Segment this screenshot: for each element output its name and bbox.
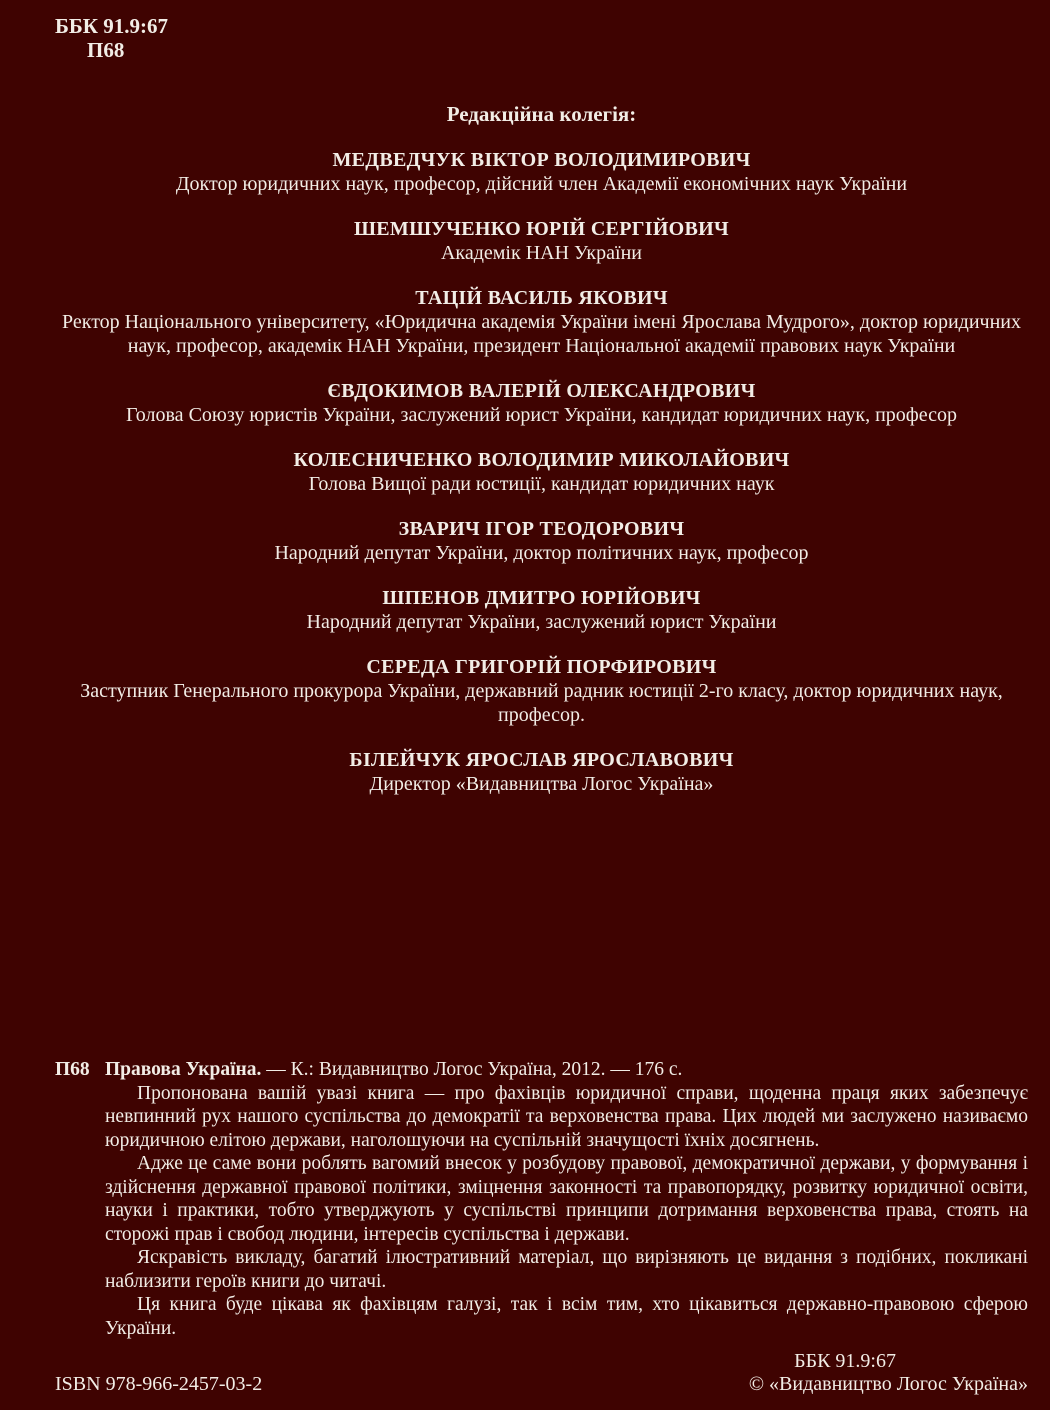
annotation-paragraph: Ця книга буде цікава як фахівцям галузі, так і всім тим, хто цікавиться державно-правовою сферою України. [105, 1294, 1028, 1339]
annotation-paragraph: Пропонована вашій увазі книга — про фахівців юридичної справи, щоденна праця яких забезпечує невпинний рух нашого суспільства до демократії та верховенства права. Цих людей ми заслужено називаємо юридичною елітою держави, наголошуючи на суспільній значущості їхніх досягнень. [105, 1082, 1028, 1151]
editor-role: Заступник Генерального прокурора України, державний радник юстиції 2-го класу, доктор юридичних наук, професор. [80, 680, 1003, 726]
editor-name: КОЛЕСНИЧЕНКО ВОЛОДИМИР МИКОЛАЙОВИЧ [293, 449, 790, 471]
editor-role: Директор «Видавництва Логос Україна» [369, 773, 714, 795]
author-sign-code: П68 [87, 38, 125, 62]
editor-name: ШЕМШУЧЕНКО ЮРІЙ СЕРГІЙОВИЧ [353, 218, 730, 240]
editor-entry [55, 379, 1028, 427]
editor-name: ТАЦІЙ ВАСИЛЬ ЯКОВИЧ [415, 287, 668, 309]
editor-entry [55, 517, 1028, 565]
classification-codes [55, 14, 1028, 62]
imprint-footer [55, 1373, 1028, 1396]
annotation-paragraph: Яскравість викладу, багатий ілюстративний матеріал, що вирізняють це видання з подібних, покликані наблизити героїв книги до читачі. [105, 1247, 1028, 1292]
catalog-entry-line [55, 1058, 1028, 1082]
editor-name: ЗВАРИЧ ІГОР ТЕОДОРОВИЧ [398, 518, 685, 540]
bbk-code-top: ББК 91.9:67 [55, 14, 168, 38]
editor-role: Доктор юридичних наук, професор, дійсний член Академії економічних наук України [175, 173, 908, 195]
editor-name: МЕДВЕДЧУК ВІКТОР ВОЛОДИМИРОВИЧ [332, 149, 751, 171]
editor-entry [55, 655, 1028, 727]
bbk-code-bottom: ББК 91.9:67 [794, 1350, 896, 1372]
editor-name: ЄВДОКИМОВ ВАЛЕРІЙ ОЛЕКСАНДРОВИЧ [327, 380, 756, 402]
annotation-paragraph: Адже це саме вони роблять вагомий внесок у розбудову правової, демократичної держави, у формування і здійснення державної правової політики, зміцнення законності та правопорядку, розвитку юридичної освіти, науки і практики, тобто утверджують у суспільстві принципи дотримання верховенства права, стоять на сторожі прав і свобод людини, інтересів суспільства і держави. [105, 1153, 1028, 1245]
editor-name: ШПЕНОВ ДМИТРО ЮРІЙОВИЧ [382, 587, 701, 609]
isbn-number: ISBN 978-966-2457-03-2 [55, 1373, 263, 1395]
editor-role: Ректор Національного університету, «Юридична академія України імені Ярослава Мудрого», доктор юридичних наук, професор, академік НАН України, президент Національної академії правових наук України [62, 311, 1021, 357]
editor-role: Голова Союзу юристів України, заслужений юрист України, кандидат юридичних наук, професор [125, 404, 958, 426]
editor-entry [55, 586, 1028, 634]
book-title: Правова Україна. [105, 1059, 262, 1080]
editor-role: Голова Вищої ради юстиції, кандидат юридичних наук [308, 473, 775, 495]
editor-entry [55, 286, 1028, 358]
editor-entry [55, 448, 1028, 496]
editor-role: Академік НАН України [440, 242, 642, 264]
editor-entry [55, 148, 1028, 196]
publisher-copyright: © «Видавництво Логос Україна» [748, 1373, 1028, 1395]
editor-entry [55, 217, 1028, 265]
editor-entry [55, 748, 1028, 796]
editor-name: БІЛЕЙЧУК ЯРОСЛАВ ЯРОСЛАВОВИЧ [349, 749, 734, 771]
editor-name: СЕРЕДА ГРИГОРІЙ ПОРФИРОВИЧ [366, 656, 717, 678]
bibliographic-info: — К.: Видавництво Логос Україна, 2012. — 176 с. [261, 1059, 683, 1080]
catalog-author-sign: П68 [55, 1059, 90, 1080]
editor-role: Народний депутат України, заслужений юрист України [306, 611, 777, 633]
catalog-annotation-block [55, 1058, 1028, 1374]
editorial-board-heading: Редакційна колегія: [446, 102, 637, 126]
editor-role: Народний депутат України, доктор політичних наук, професор [274, 542, 809, 564]
